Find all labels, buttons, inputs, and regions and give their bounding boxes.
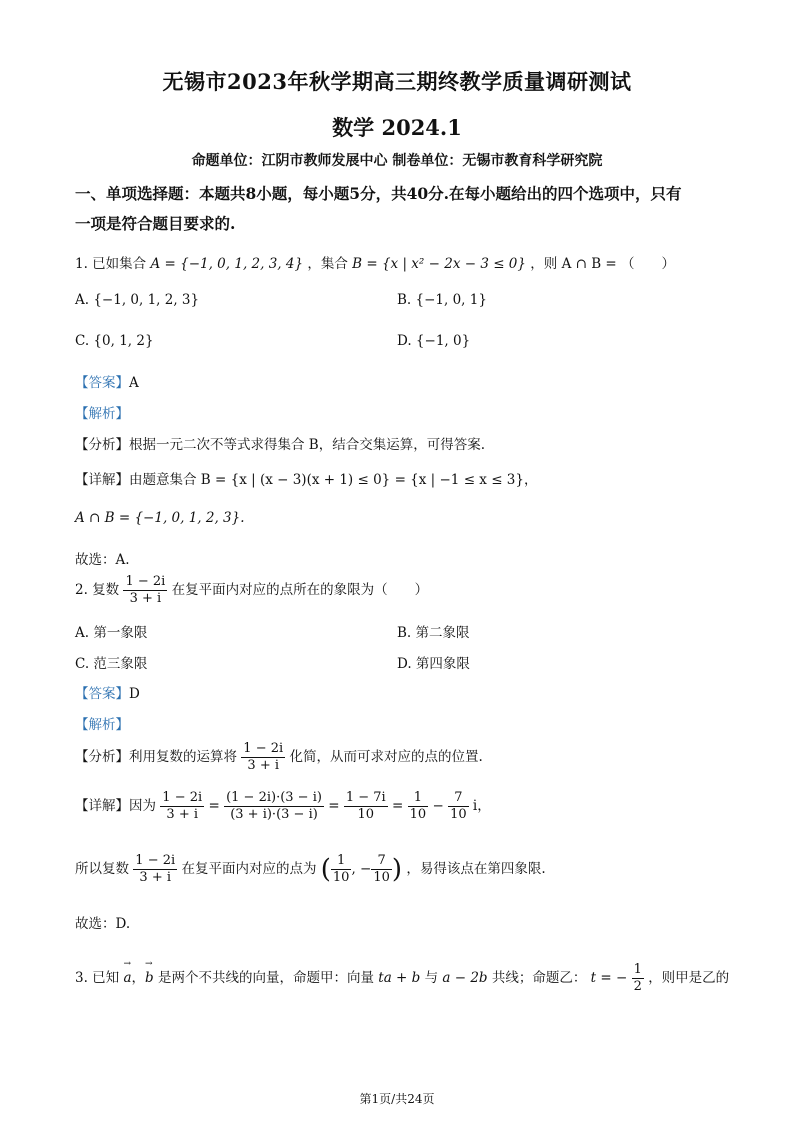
q1-jiexi-tag: 【解析】 [75,406,129,422]
q2-point-x [331,853,352,886]
q1-set-b: B = {x | x² − 2x − 3 ≤ 0} [352,256,526,272]
q1-detail [75,468,537,488]
q2-analysis-frac-den: 3 + i [247,758,280,773]
q2-detail-frac3-num: 1 [408,790,429,807]
q2-point-y [371,853,392,886]
exam-units: 命题单位：江阴市教师发展中心 制卷单位：无锡市教育科学研究院 [191,153,603,169]
q1-analysis-tag: 【分析】 [75,437,129,453]
q1-detail-tag: 【详解】 [75,472,129,488]
q2-option-a: A. 第一象限 [75,625,148,641]
q2-detail-frac0 [160,790,204,823]
q2-option-d: D. 第四象限 [397,656,470,672]
q2-analysis-post: 化简，从而可求对应的点的位置. [289,749,483,765]
q1-option-a: A. {−1, 0, 1, 2, 3} [75,292,200,308]
section-heading-line1: 一、单项选择题：本题共8小题，每小题5分，共40分.在每小题给出的四个选项中，只有 [75,184,682,203]
q2-detail-frac4-den: 10 [450,807,467,822]
q1-answer-tag: 【答案】 [75,375,129,391]
q2-conclusion: 所以复数 $\frac{1 - 2i}{3 + i}$ 在复平面内对应的点为 ( $\frac{1}{10}$ , − $\frac{7}{10}$ ) ，易得该点在第四象限. [75,853,546,885]
q2-answer [75,682,140,702]
q2-detail-frac2-den: 10 [357,807,375,822]
q1-analysis [75,433,485,453]
q2-detail-frac1-num: (1 − 2i)·(3 − i) [226,790,322,805]
section-heading-line2: 一项是符合题目要求的. [75,214,236,233]
q3-t-num: 1 [633,962,642,977]
q1-mid: ，集合 [307,256,348,272]
q2-conclusion-pre: 所以复数 [75,861,129,877]
q2-conclusion-frac-den: 3 + i [139,870,172,885]
page-footer: 第1页/共24页 [359,1092,435,1106]
q1-option-b: B. {−1, 0, 1} [397,292,487,308]
q2-option-b: B. 第二象限 [397,625,470,641]
q2-answer-value: D [129,686,140,702]
q2-detail-tail: i， [472,798,491,814]
q2-point-x-den: 10 [332,870,350,885]
q1-option-c: C. {0, 1, 2} [75,333,154,349]
question-1-stem [75,252,675,272]
q2-detail-frac3 [408,790,429,823]
q2-frac-den: 3 + i [129,591,162,606]
q3-vector-a: → a [123,970,131,986]
q2-point-y-num: 7 [371,853,392,870]
q1-set-a: A = {−1, 0, 1, 2, 3, 4} [150,256,304,272]
q2-conclusion-fraction [133,853,177,886]
exam-title: 无锡市2023年秋学期高三期终教学质量调研测试 [162,69,632,94]
q2-choose: 故选：D. [75,916,131,932]
q3-text1: 是两个不共线的向量，命题甲：向量 [157,970,374,986]
q1-answer-value: A [129,375,139,391]
q1-choose: 故选：A. [75,552,130,568]
q2-conclusion-frac-num: 1 − 2i [135,853,176,868]
question-2-stem [75,574,428,607]
q2-analysis-fraction [241,741,285,774]
q1-answer [75,371,139,391]
q2-jiexi-tag: 【解析】 [75,717,129,733]
q3-t-eq: t = − [590,970,628,986]
q1-option-d: D. {−1, 0} [397,333,471,349]
q3-sep: ， [131,970,146,986]
q2-point-x-num: 1 [331,853,352,870]
q2-option-c: C. 范三象限 [75,656,148,672]
q2-point-y-den: 10 [373,870,390,885]
q2-answer-tag: 【答案】 [75,686,129,702]
q2-detail-frac2-num: 1 − 7i [345,790,386,805]
q3-vector-expr2: a − 2b [442,970,488,986]
q2-analysis-pre: 利用复数的运算将 [129,749,237,765]
q2-analysis [75,741,483,774]
question-3-stem [75,962,729,995]
q3-text3: ，则甲是乙的 [648,970,730,986]
q1-suffix: ，则 A ∩ B = （ ） [530,256,676,272]
q2-analysis-frac-num: 1 − 2i [243,741,284,756]
q2-detail: 【详解】因为 $\frac{1 - 2i}{3 + i}$ = $\frac{(1 - 2i)\cdot(3 - i)}{(3 + i)\cdot(3 - i)}$ = $\frac{1 - 7i}{10}$ = $\frac{1}{10}$ − $\frac{7}{10}$ i， [75,790,491,822]
q2-prefix: 2. 复数 [75,582,120,598]
q2-fraction [123,574,167,607]
q2-detail-tag: 【详解】 [75,798,129,814]
q3-vector-expr1: ta + b [378,970,421,986]
q2-detail-frac1-den: (3 + i)·(3 − i) [230,807,318,822]
q2-detail-frac1 [224,790,324,823]
q2-detail-pre: 因为 [129,798,156,814]
q2-detail-frac2 [344,790,388,823]
q2-analysis-tag: 【分析】 [75,749,129,765]
q2-detail-frac4 [448,790,469,823]
q1-result: A ∩ B = {−1, 0, 1, 2, 3}. [75,510,245,526]
q3-with: 与 [424,970,439,986]
q2-conclusion-mid: 在复平面内对应的点为 [181,861,317,877]
q3-prefix: 3. 已知 [75,970,120,986]
q2-suffix: 在复平面内对应的点所在的象限为（ ） [171,582,429,598]
q2-detail-frac0-num: 1 − 2i [162,790,203,805]
q2-detail-frac4-num: 7 [448,790,469,807]
q1-detail-text: 由题意集合 B = {x | (x − 3)(x + 1) ≤ 0} = {x | −1 ≤ x ≤ 3}， [129,472,538,488]
q2-frac-num: 1 − 2i [125,574,166,589]
q3-vector-b: → b [145,970,154,986]
q1-analysis-text: 根据一元二次不等式求得集合 B，结合交集运算，可得答案. [129,437,486,453]
q2-detail-frac0-den: 3 + i [166,807,199,822]
q2-conclusion-post: ，易得该点在第四象限. [406,861,546,877]
q3-text2: 共线；命题乙： [491,970,587,986]
q3-t-den: 2 [633,979,642,994]
q2-detail-frac3-den: 10 [409,807,427,822]
q3-t-fraction [632,962,644,995]
exam-subtitle: 数学 2024.1 [332,115,462,140]
q1-prefix: 1. 已如集合 [75,256,147,272]
